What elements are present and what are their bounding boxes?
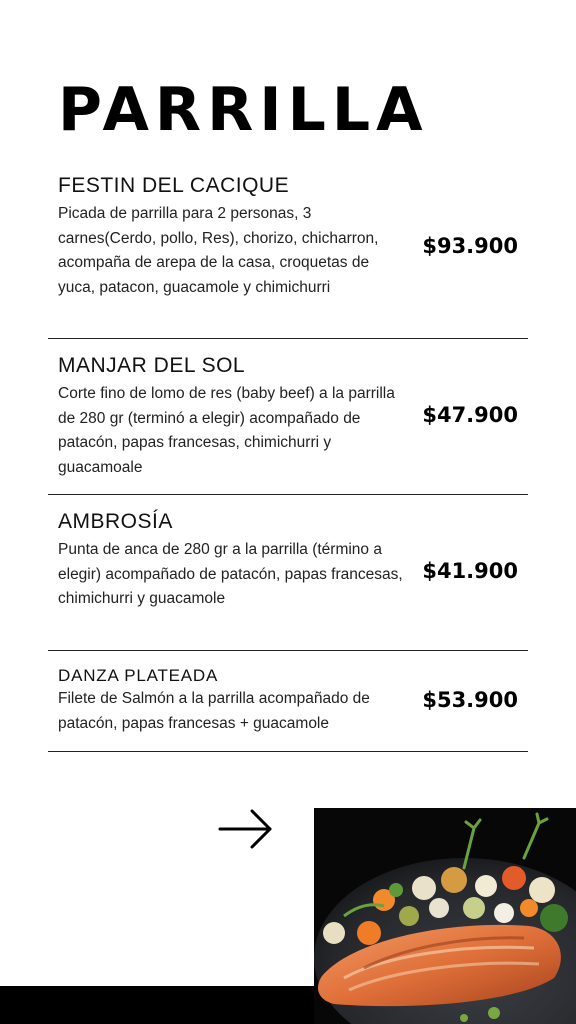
menu-item-festin-del-cacique (48, 170, 528, 339)
arrow-right-icon[interactable] (218, 808, 274, 850)
menu-item-danza-plateada (48, 650, 528, 752)
salmon-plate-illustration (314, 808, 576, 1024)
grilled-salmon-photo (314, 808, 576, 1024)
menu-item-description: Punta de anca de 280 gr a la parrilla (término a elegir) acompañado de patacón, papas francesas, chimichurri y guacamole (58, 541, 403, 607)
menu-item-name: DANZA PLATEADA (58, 666, 219, 685)
page-title: PARRILLA (58, 75, 429, 145)
menu-item-description: Corte fino de lomo de res (baby beef) a la parrilla de 280 gr (terminó a elegir) acompañado de patacón, papas francesas, chimichurri y guacamoale (58, 385, 395, 476)
menu-item-description: Picada de parrilla para 2 personas, 3 carnes(Cerdo, pollo, Res), chorizo, chicharron, acompaña de arepa de la casa, croquetas de yuca, patacon, guacamole y chimichurri (58, 205, 379, 296)
menu-item-name: AMBROSÍA (58, 510, 173, 533)
menu-item-price: $41.900 (422, 559, 518, 583)
menu-item-price: $93.900 (422, 234, 518, 258)
menu-item-price: $47.900 (422, 403, 518, 427)
menu-item-name: FESTIN DEL CACIQUE (58, 174, 290, 197)
menu-item-name: MANJAR DEL SOL (58, 354, 246, 377)
menu-item-manjar-del-sol (48, 338, 528, 495)
menu-item-ambrosia (48, 494, 528, 651)
menu-item-price: $53.900 (422, 688, 518, 712)
menu-item-description: Filete de Salmón a la parrilla acompañado de patacón, papas francesas + guacamole (58, 690, 370, 732)
